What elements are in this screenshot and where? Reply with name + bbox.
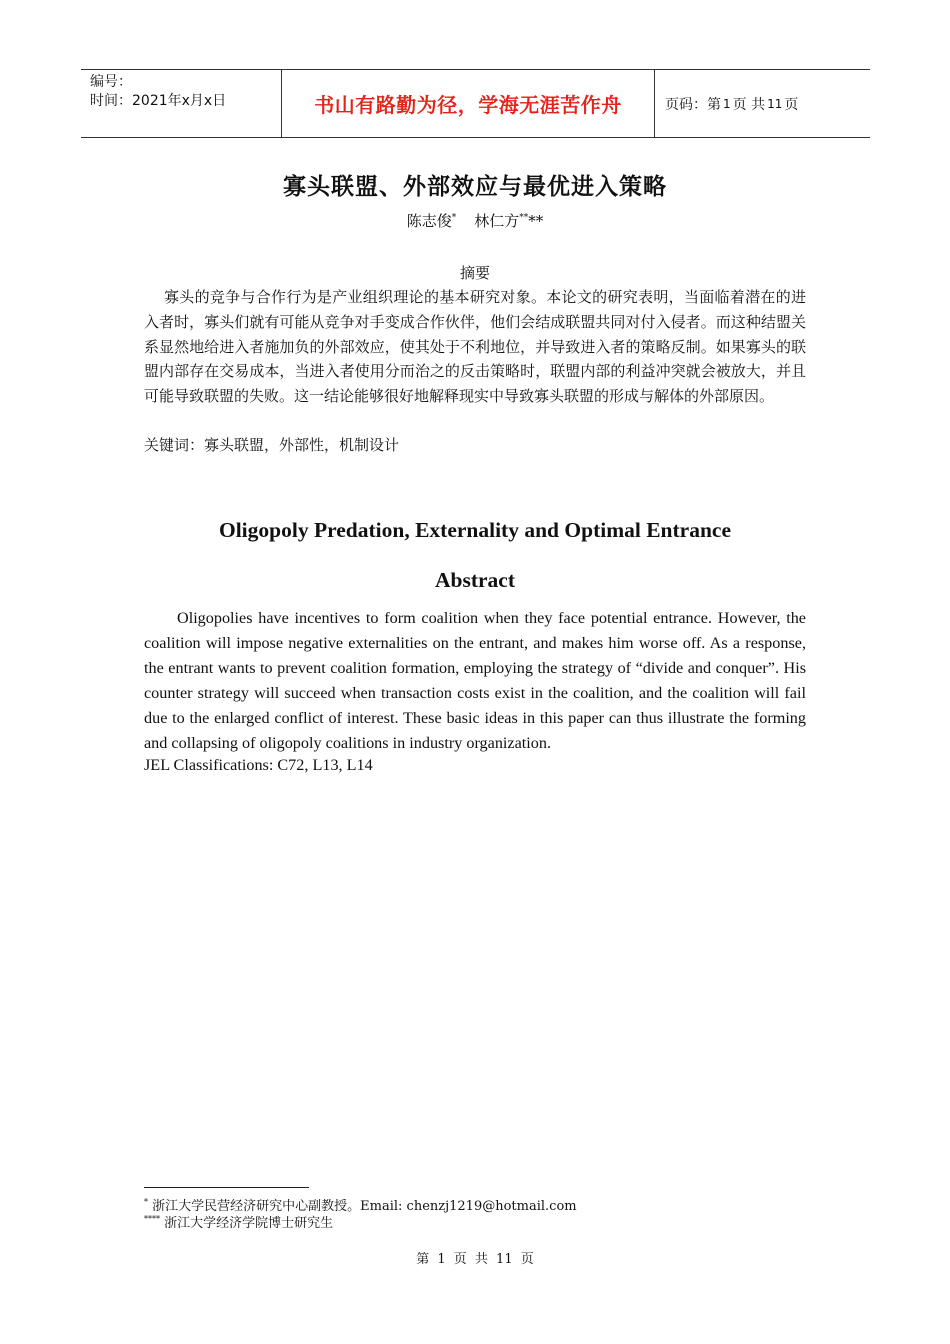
header-slogan-cell — [281, 70, 655, 137]
page-footer-number: 第 1 页 共 11 页 — [416, 1252, 534, 1267]
abstract-body-en: Oligopolies have incentives to form coalition when they face potential entrance. However, the coalition will impose negative externalities on the entrant, and makes him worse off. As a response, the entrant wants to prevent coalition formation, employing the strategy of “divide and conquer”. His counter strategy will succeed when transaction costs exist in the coalition, and the coalition will fail due to the enlarged conflict of interest. These basic ideas in this paper can thus illustrate the forming and collapsing of oligopoly coalitions in industry organization. — [144, 609, 806, 752]
page-info-prefix: 页码：第 — [665, 96, 721, 113]
header-page-info — [655, 70, 870, 137]
author-1-footnote-mark: * — [451, 213, 457, 223]
keywords-cn: 关键词：寡头联盟，外部性，机制设计 — [144, 436, 400, 454]
header-meta — [81, 70, 281, 137]
footnote-1-mark: * — [144, 1197, 148, 1207]
document-date: 时间：2021年x月x日 — [90, 93, 227, 109]
page-info-current: 1 — [723, 96, 731, 111]
document-number-label: 编号： — [90, 74, 132, 90]
author-2-footnote-mark: ** — [519, 213, 529, 223]
author-2: 林仁方 — [474, 212, 520, 230]
abstract-body-cn: 寡头的竞争与合作行为是产业组织理论的基本研究对象。本论文的研究表明，当面临着潜在的进入者时，寡头们就有可能从竞争对手变成合作伙伴，他们会结成联盟共同对付入侵者。而这种结盟关系显然地给进入者施加负的外部效应，使其处于不利地位，并导致进入者的策略反制。如果寡头的联盟内部存在交易成本，当进入者使用分而治之的反击策略时，联盟内部的利益冲突就会被放大，并且可能导致联盟的失败。这一结论能够很好地解释现实中导致寡头联盟的形成与解体的外部原因。 — [144, 288, 806, 406]
footnote-2 — [144, 1212, 333, 1231]
paper-title-en: Oligopoly Predation, Externality and Optimal Entrance — [218, 518, 732, 542]
paper-title-cn: 寡头联盟、外部效应与最优进入策略 — [283, 174, 667, 200]
jel-classifications: JEL Classifications: C72, L13, L14 — [144, 756, 373, 774]
page-info-suffix: 页 — [784, 96, 799, 113]
author-1: 陈志俊 — [406, 212, 452, 230]
footnote-2-mark: **** — [144, 1214, 160, 1224]
author-2-suffix: ** — [528, 212, 544, 230]
abstract-heading-en: Abstract — [434, 568, 515, 592]
footnote-1-text: 浙江大学民营经济研究中心副教授。Email: chenzj1219@hotmail.com — [152, 1199, 577, 1214]
author-line — [0, 210, 950, 231]
page-header — [81, 69, 870, 138]
page-info-total: 11 — [767, 96, 783, 111]
abstract-heading-cn: 摘要 — [459, 264, 490, 282]
header-slogan: 书山有路勤为径，学海无涯苦作舟 — [314, 93, 622, 117]
footnote-2-text: 浙江大学经济学院博士研究生 — [164, 1216, 334, 1231]
footnote-divider — [144, 1187, 309, 1188]
page-info-mid: 页 共 — [732, 96, 766, 113]
